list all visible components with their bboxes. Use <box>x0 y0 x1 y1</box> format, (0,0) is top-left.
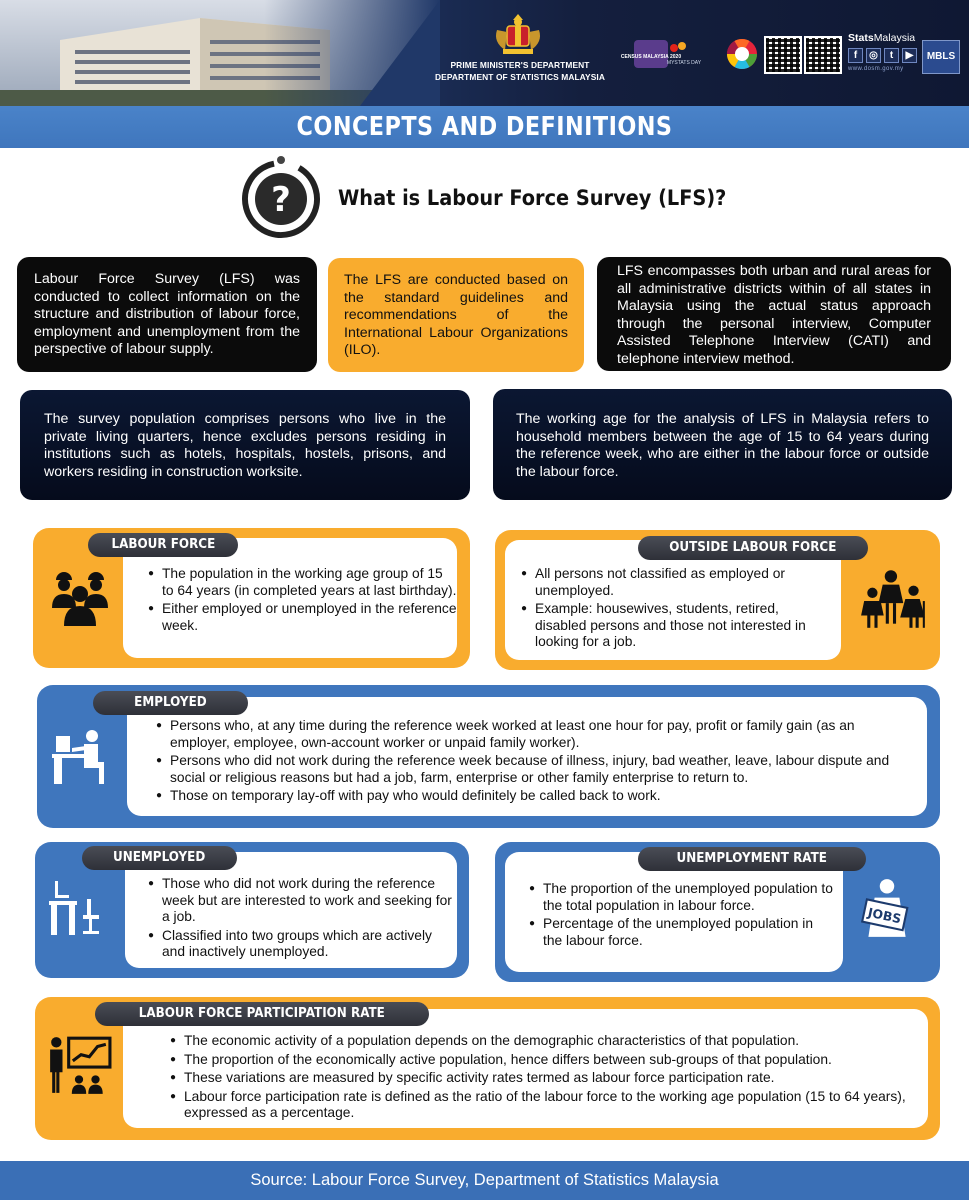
list-item: ● Those on temporary lay-off with pay who would definitely be called back to work. <box>156 788 916 805</box>
page-title: CONCEPTS AND DEFINITIONS <box>296 112 673 142</box>
title-bar <box>0 106 969 148</box>
sdg-wheel-icon <box>727 39 757 69</box>
list-item: ● Labour force participation rate is defined as the ratio of the labour force to the working age population (15 to 64 years), expressed as a percentage. <box>170 1089 915 1122</box>
partner-logos <box>620 34 762 74</box>
facebook-icon[interactable]: f <box>848 48 863 63</box>
census-logo-text: CENSUS MALAYSIA 2020 <box>620 54 682 60</box>
list-item: ● All persons not classified as employed or unemployed. <box>521 566 826 599</box>
list-item: ● Those who did not work during the reference week but are interested to work and seeking for a job. <box>148 876 453 926</box>
intro-text-2: The LFS are conducted based on the standard guidelines and recommendations of the International Labour Organizations (ILO). <box>344 272 568 358</box>
instagram-icon[interactable]: ◎ <box>866 48 881 63</box>
labour-force-heading: LABOUR FORCE <box>88 533 238 557</box>
lfpr-heading: LABOUR FORCE PARTICIPATION RATE <box>95 1002 429 1026</box>
unemployed-heading: UNEMPLOYED <box>82 846 237 870</box>
twitter-icon[interactable]: t <box>884 48 899 63</box>
lfpr-list <box>170 1033 915 1124</box>
intro-box-ilo <box>328 258 584 372</box>
source-footer <box>0 1161 969 1200</box>
labour-force-list <box>148 566 458 636</box>
list-item: ● Persons who, at any time during the reference week worked at least one hour for pay, profit or family gain (as an employer, employee, own-account worker or unpaid family worker). <box>156 718 916 751</box>
outside-labour-force-heading: OUTSIDE LABOUR FORCE <box>638 536 868 560</box>
intro-text-1: Labour Force Survey (LFS) was conducted to collect information on the structure and distribution of labour force, employment and unemployment from the perspective of labour supply. <box>34 271 300 357</box>
mystats-logo-text: MYSTATS DAY <box>666 60 702 66</box>
employed-list <box>156 718 916 807</box>
stats-malaysia-brand <box>848 32 915 44</box>
unemployment-rate-list <box>529 881 834 951</box>
workers-group-icon <box>50 565 110 627</box>
brand-light: Malaysia <box>873 32 916 44</box>
list-item: ● Either employed or unemployed in the reference week. <box>148 601 458 634</box>
department-line-1: PRIME MINISTER'S DEPARTMENT <box>450 60 590 70</box>
department-name <box>415 59 625 83</box>
intro-box-working-age <box>493 389 952 500</box>
list-item: ● The proportion of the unemployed population to the total population in labour force. <box>529 881 834 914</box>
question-heading: What is Labour Force Survey (LFS)? <box>338 186 727 210</box>
building-image <box>0 0 440 106</box>
outside-labour-force-list <box>521 566 826 653</box>
list-item: ● Classified into two groups which are actively and inactively unemployed. <box>148 928 453 961</box>
svg-text:?: ? <box>271 180 291 220</box>
youtube-icon[interactable]: ▶ <box>902 48 917 63</box>
qr-code-icon <box>764 36 802 74</box>
employed-heading: EMPLOYED <box>93 691 248 715</box>
header-banner <box>0 0 969 106</box>
jobseeker-sign-icon <box>856 876 918 940</box>
family-elderly-icon <box>858 567 930 631</box>
list-item: ● The economic activity of a population depends on the demographic characteristics of that population. <box>170 1033 915 1050</box>
empty-desk-icon <box>47 876 107 938</box>
website-url: www.dosm.gov.my <box>848 66 904 72</box>
intro-text-3: LFS encompasses both urban and rural areas for all administrative districts within of all states in Malaysia using the actual status approach through the personal interview, Computer Assisted Telephone Interview (CATI) and telephone interview method. <box>617 263 931 367</box>
intro-text-5: The working age for the analysis of LFS in Malaysia refers to household members between the age of 15 to 64 years during the reference week, who are either in the labour force or outside the labour force. <box>516 411 929 480</box>
list-item: ● The proportion of the economically active population, hence differs between sub-groups of that population. <box>170 1052 915 1069</box>
list-item: ● The population in the working age group of 15 to 64 years (in completed years at last birthday). <box>148 566 458 599</box>
qr-code-icon <box>804 36 842 74</box>
department-line-2: DEPARTMENT OF STATISTICS MALAYSIA <box>434 72 606 82</box>
social-icons <box>848 48 917 63</box>
office-worker-icon <box>50 725 110 787</box>
intro-text-4: The survey population comprises persons who live in the private living quarters, hence excludes persons residing in institutions such as hotels, hospitals, hostels, prisons, and workers residing in construction worksite. <box>44 411 446 480</box>
list-item: ● These variations are measured by specific activity rates termed as labour force participation rate. <box>170 1070 915 1087</box>
intro-box-population <box>20 390 470 500</box>
presentation-chart-icon <box>46 1033 112 1097</box>
intro-box-coverage <box>597 257 951 371</box>
malaysia-coat-of-arms-icon <box>491 12 545 56</box>
list-item: ● Percentage of the unemployed population in the labour force. <box>529 916 834 949</box>
intro-box-lfs <box>17 257 317 372</box>
jobs-label: JOBS <box>866 904 903 927</box>
source-text: Source: Labour Force Survey, Department of Statistics Malaysia <box>250 1171 719 1189</box>
mbls-logo: MBLS <box>922 40 960 74</box>
list-item: ● Persons who did not work during the reference week because of illness, injury, bad weather, leave, labour dispute and social or religious reasons but had a job, farm, enterprise or other family enterprise to return to. <box>156 753 916 786</box>
unemployed-list <box>148 876 453 963</box>
list-item: ● Example: housewives, students, retired, disabled persons and those not interested in looking for a job. <box>521 601 826 651</box>
unemployment-rate-heading: UNEMPLOYMENT RATE <box>638 847 866 871</box>
question-mark-icon <box>238 156 324 242</box>
brand-bold: Stats <box>848 32 874 44</box>
